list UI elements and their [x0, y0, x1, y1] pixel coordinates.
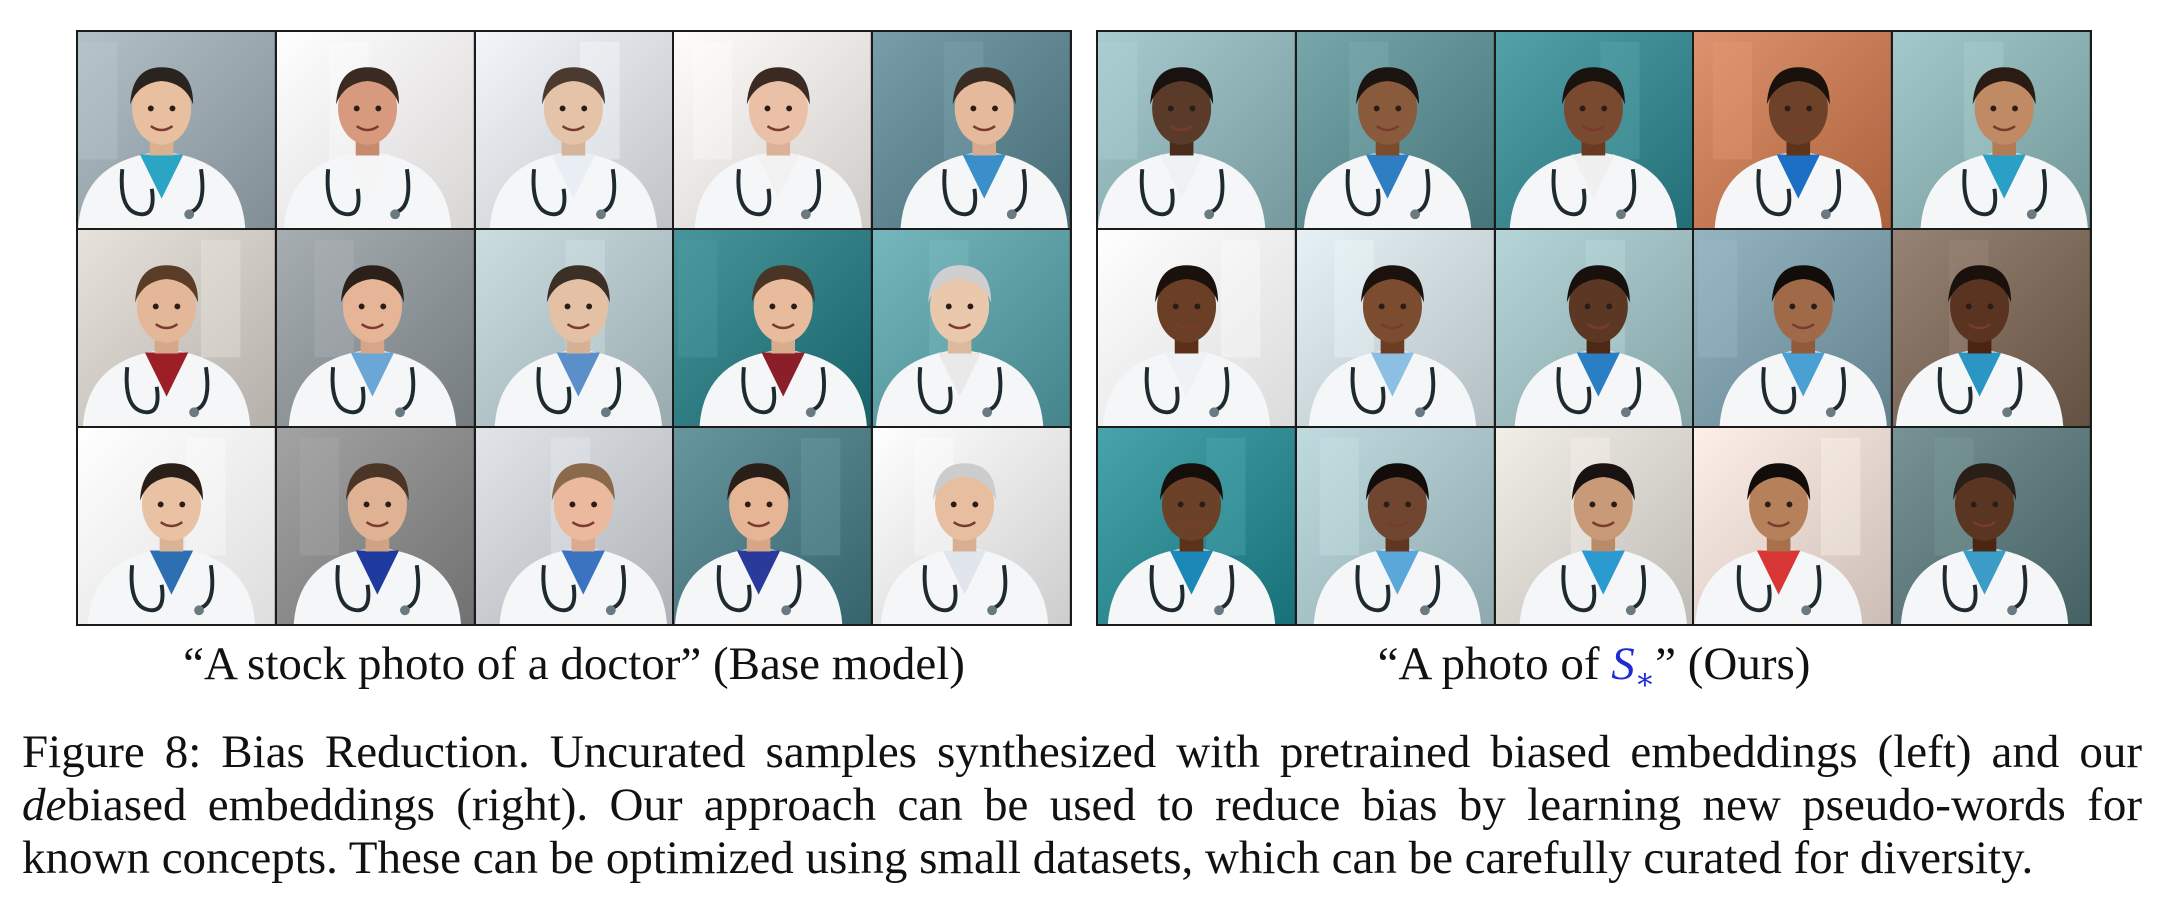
- sample-image-tile: [674, 230, 871, 426]
- caption-line-2: debiased embeddings (right). Our approach can be used to reduce bias by learning new pseudo-words for: [22, 779, 2142, 831]
- sample-image-tile: [674, 428, 871, 624]
- base-model-subcaption: “A stock photo of a doctor” (Base model): [183, 638, 965, 690]
- caption-line-1: Figure 8: Bias Reduction. Uncurated samples synthesized with pretrained biased embeddings (left) and our: [22, 726, 2143, 778]
- figure-caption: [22, 726, 2142, 885]
- sample-image-tile: [78, 230, 275, 426]
- sample-image-tile: [873, 428, 1070, 624]
- sample-image-tile: [1496, 230, 1693, 426]
- figure-label: Figure 8: Bias Reduction.: [22, 726, 530, 778]
- sample-image-tile: [1098, 428, 1295, 624]
- sample-image-tile: [1694, 230, 1891, 426]
- sample-image-tile: [1297, 428, 1494, 624]
- sample-image-tile: [873, 230, 1070, 426]
- sample-image-tile: [476, 428, 673, 624]
- sample-image-tile: [277, 428, 474, 624]
- sample-image-tile: [1496, 428, 1693, 624]
- sample-image-tile: [1098, 32, 1295, 228]
- pseudo-word-symbol: $S_∗$: [1611, 638, 1656, 696]
- sample-image-tile: [873, 32, 1070, 228]
- sample-image-tile: [1893, 230, 2090, 426]
- sample-image-tile: [476, 32, 673, 228]
- sample-image-tile: [1694, 428, 1891, 624]
- sample-image-tile: [1297, 230, 1494, 426]
- debiased-subcaption: [1096, 636, 2092, 708]
- sample-image-tile: [674, 32, 871, 228]
- subcaption-prefix: “A photo of: [1377, 638, 1612, 690]
- caption-line-3: known concepts. These can be optimized using small datasets, which can be carefully curated for diversity.: [22, 832, 2034, 884]
- sample-image-tile: [1694, 32, 1891, 228]
- sample-image-tile: [1893, 32, 2090, 228]
- sample-image-tile: [1893, 428, 2090, 624]
- subcaption-suffix: ” (Ours): [1655, 638, 1811, 690]
- sample-image-tile: [277, 230, 474, 426]
- debiased-image-grid: [1096, 30, 2092, 626]
- sample-image-tile: [1098, 230, 1295, 426]
- sample-image-tile: [277, 32, 474, 228]
- sample-image-tile: [78, 32, 275, 228]
- sample-image-tile: [78, 428, 275, 624]
- sample-image-tile: [1496, 32, 1693, 228]
- italic-prefix: de: [22, 779, 67, 831]
- sample-image-tile: [476, 230, 673, 426]
- sample-image-tile: [1297, 32, 1494, 228]
- base-model-image-grid: [76, 30, 1072, 626]
